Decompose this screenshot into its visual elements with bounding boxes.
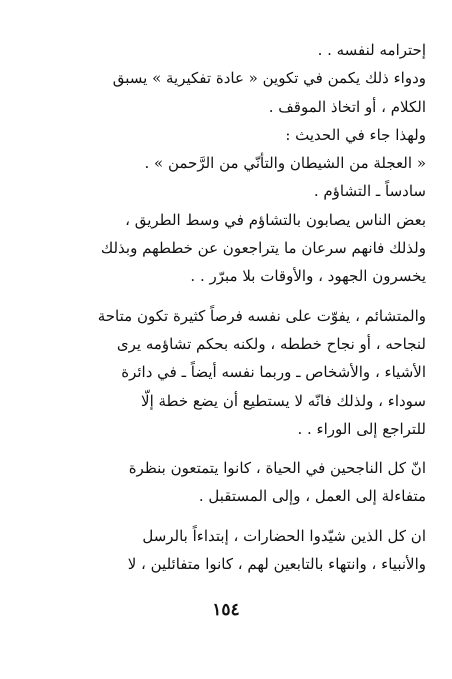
text-line: متفاءلة إلى العمل ، وإلى المستقبل . [198, 487, 426, 506]
text-line: سوداء ، ولذلك فانّه لا يستطيع أن يضع خطة إلّا [141, 391, 426, 410]
text-line: لنجاحه ، أو نجاح خططه ، ولكنه بحكم تشاؤمه يرى [116, 334, 426, 353]
page-number: ١٥٤ [212, 600, 240, 620]
hadith-quote: « العجلة من الشيطان والتأنّي من الرَّحمن » . [144, 154, 426, 173]
text-line: الكلام ، أو اتخاذ الموقف . [268, 97, 426, 116]
text-line: والمتشائم ، يفوّت على نفسه فرصاً كثيرة تكون متاحة [97, 306, 426, 325]
text-line: ولذلك فانهم سرعان ما يتراجعون عن خططهم وبذلك [100, 239, 426, 258]
paragraph-gap [42, 443, 426, 454]
text-line: للتراجع إلى الوراء . . [297, 419, 426, 438]
paragraph-gap [42, 511, 426, 522]
page-body-text [42, 36, 426, 578]
text-line: ان كل الذين شيّدوا الحضارات ، إبتداءاً بالرسل [142, 526, 426, 545]
text-line: ولهذا جاء في الحديث : [285, 125, 426, 144]
section-heading: سادساً ـ التشاؤم . [313, 182, 426, 201]
text-line: بعض الناس يصابون بالتشاؤم في وسط الطريق ، [125, 210, 426, 229]
text-line: إحترامه لنفسه . . [317, 41, 426, 59]
text-line: والأنبياء ، وانتهاء بالتابعين لهم ، كانوا متفائلين ، لا [127, 555, 426, 574]
text-line: ودواء ذلك يكمن في تكوين « عادة تفكيرية » يسبق [112, 69, 426, 88]
text-line: انّ كل الناجحين في الحياة ، كانوا يتمتعون بنظرة [128, 459, 426, 478]
text-line: الأشياء ، والأشخاص ـ وربما نفسه أيضاً ـ في دائرة [121, 363, 426, 382]
text-line: يخسرون الجهود ، والأوقات بلا مبرّر . . [190, 267, 426, 286]
paragraph-gap [42, 291, 426, 302]
